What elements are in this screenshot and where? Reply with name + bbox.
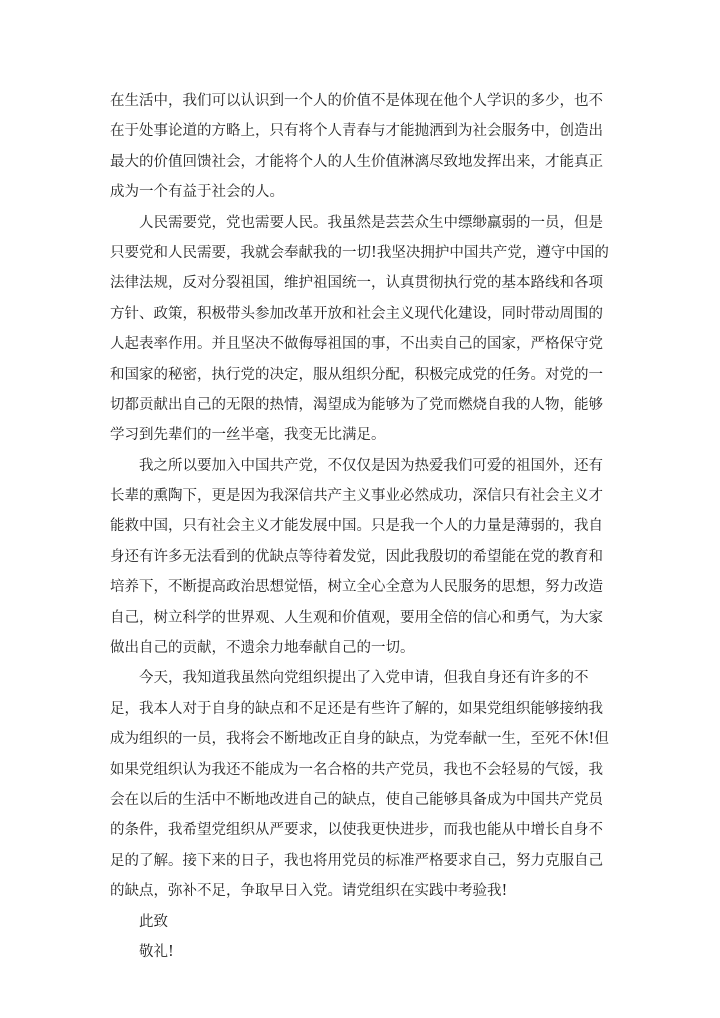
text-line: 人民需要党，党也需要人民。我虽然是芸芸众生中缥缈羸弱的一员，但是 xyxy=(139,214,603,231)
paragraph xyxy=(110,208,610,451)
text-line: 足，我本人对于自身的缺点和不足还是有些许了解的，如果党组织能够接纳我 xyxy=(110,700,603,717)
salutation-line: 敬礼! xyxy=(139,943,174,960)
text-line: 成为一个有益于社会的人。 xyxy=(110,184,284,201)
text-line: 人起表率作用。并且坚决不做侮辱祖国的事，不出卖自己的国家，严格保守党 xyxy=(110,336,603,353)
text-line: 做出自己的贡献，不遗余力地奉献自己的一切。 xyxy=(110,640,415,657)
text-line: 身还有许多无法看到的优缺点等待着发觉，因此我殷切的希望能在党的教育和 xyxy=(110,548,603,565)
text-line: 长辈的熏陶下，更是因为我深信共产主义事业必然成功，深信只有社会主义才 xyxy=(110,488,603,505)
text-line: 和国家的秘密，执行党的决定，服从组织分配，积极完成党的任务。对党的一 xyxy=(110,366,603,383)
text-line: 我之所以要加入中国共产党，不仅仅是因为热爱我们可爱的祖国外，还有 xyxy=(139,457,603,474)
text-line: 今天，我知道我虽然向党组织提出了入党申请，但我自身还有许多的不 xyxy=(139,670,589,687)
text-line: 自己，树立科学的世界观、人生观和价值观，要用全倍的信心和勇气，为大家 xyxy=(110,609,603,626)
text-line: 学习到先辈们的一丝半毫，我变无比满足。 xyxy=(110,427,386,444)
text-line: 会在以后的生活中不断地改进自己的缺点，使自己能够具备成为中国共产党员 xyxy=(110,791,603,808)
text-line: 培养下，不断提高政治思想觉悟，树立全心全意为人民服务的思想，努力改造 xyxy=(110,579,603,596)
text-line: 的条件，我希望党组织从严要求，以使我更快进步，而我也能从中增长自身不 xyxy=(110,822,603,839)
closing-line: 此致 xyxy=(139,913,168,930)
text-line: 成为组织的一员，我将会不断地改正自身的缺点，为党奉献一生，至死不休!但 xyxy=(110,731,609,748)
document-page xyxy=(110,86,610,967)
paragraph xyxy=(110,663,610,906)
text-line: 切都贡献出自己的无限的热情，渴望成为能够为了党而燃烧自我的人物，能够 xyxy=(110,396,603,413)
text-line: 最大的价值回馈社会，才能将个人的人生价值淋漓尽致地发挥出来，才能真正 xyxy=(110,153,603,170)
text-line: 在生活中，我们可以认识到一个人的价值不是体现在他个人学识的多少，也不 xyxy=(110,93,603,109)
text-line: 如果党组织认为我还不能成为一名合格的共产党员，我也不会轻易的气馁，我 xyxy=(110,761,603,778)
text-line: 的缺点，弥补不足，争取早日入党。请党组织在实践中考验我! xyxy=(110,883,508,900)
paragraph xyxy=(110,451,610,664)
paragraph xyxy=(110,86,610,208)
text-line: 只要党和人民需要，我就会奉献我的一切!我坚决拥护中国共产党，遵守中国的 xyxy=(110,244,609,261)
text-line: 足的了解。接下来的日子，我也将用党员的标准严格要求自己，努力克服自己 xyxy=(110,852,603,869)
text-line: 方针、政策，积极带头参加改革开放和社会主义现代化建设，同时带动周围的 xyxy=(110,305,603,322)
text-line: 能救中国，只有社会主义才能发展中国。只是我一个人的力量是薄弱的，我自 xyxy=(110,518,603,535)
text-line: 法律法规，反对分裂祖国，维护祖国统一，认真贯彻执行党的基本路线和各项 xyxy=(110,275,603,292)
text-line: 在于处事论道的方略上，只有将个人青春与才能抛洒到为社会服务中，创造出 xyxy=(110,123,603,140)
